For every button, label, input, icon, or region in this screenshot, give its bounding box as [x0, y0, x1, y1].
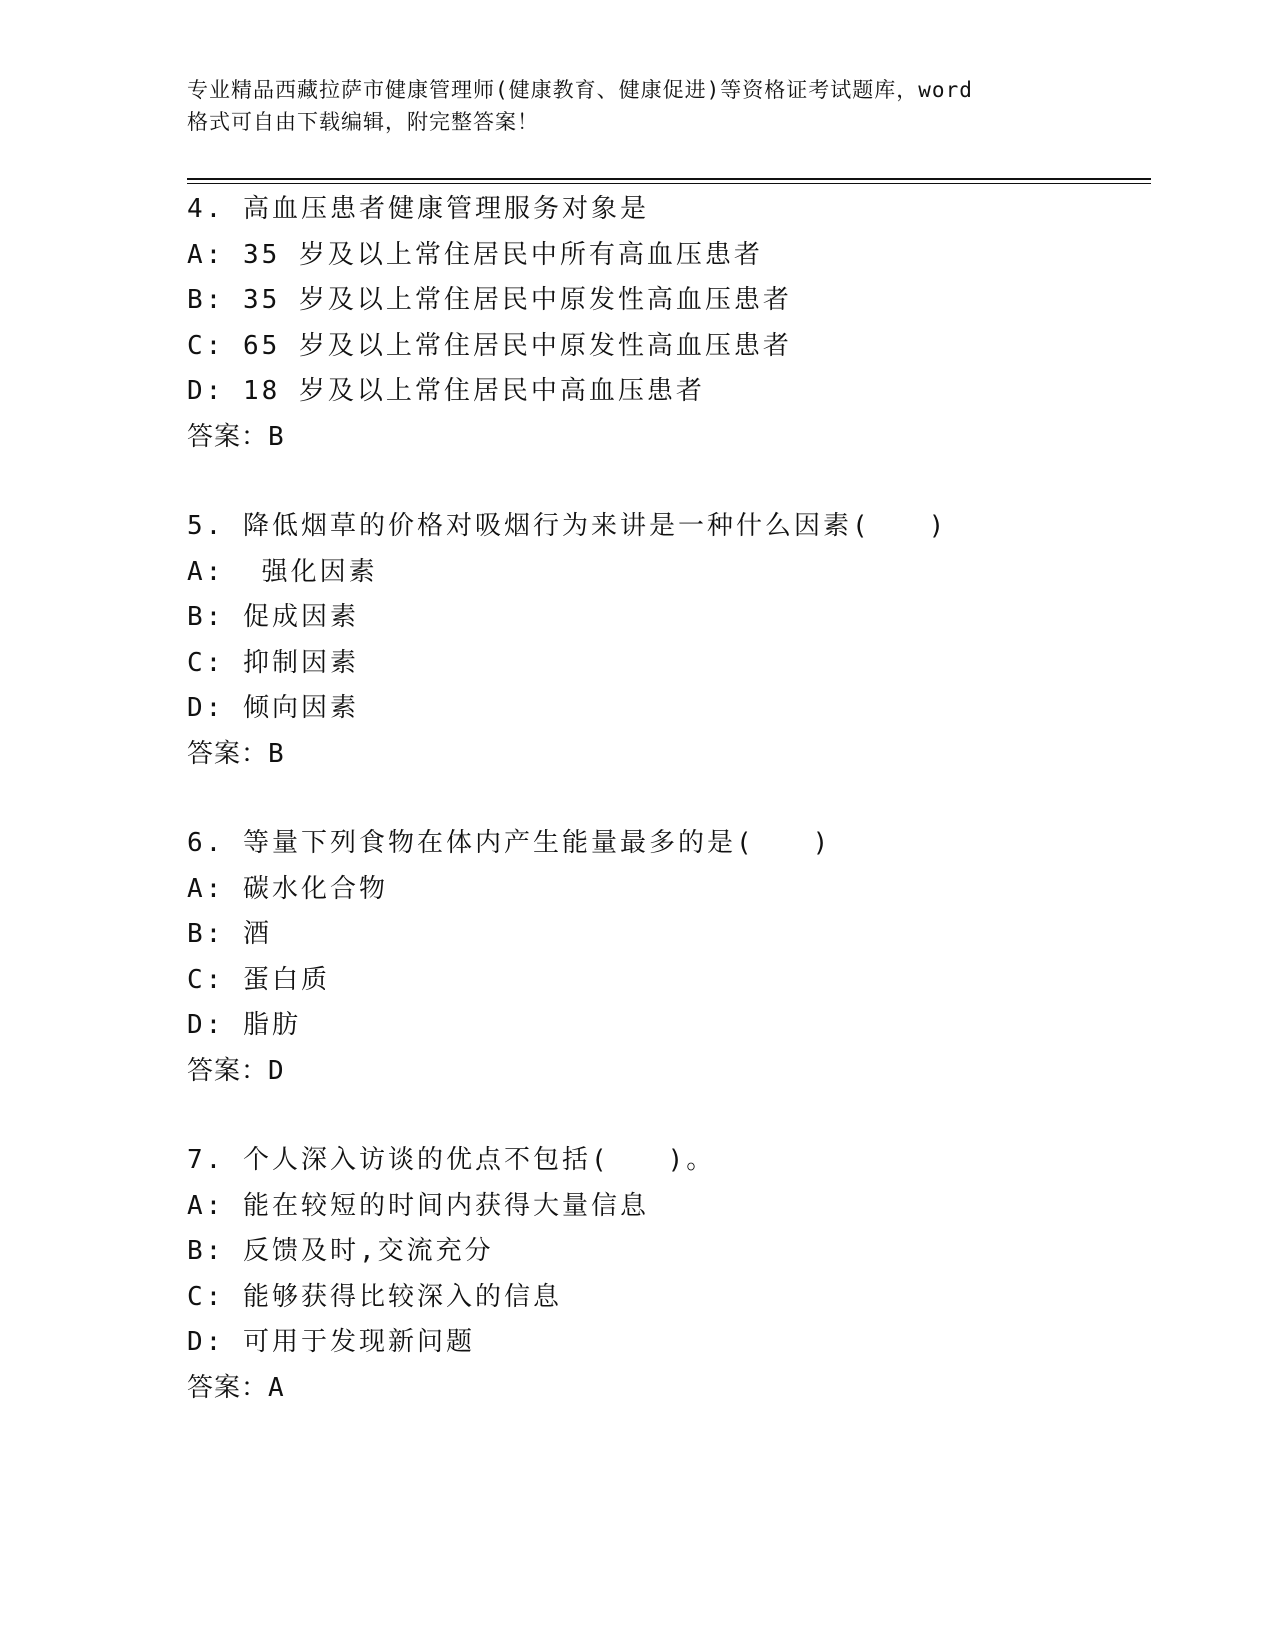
option-d: D: 脂肪: [187, 1010, 301, 1040]
option-d: D: 可用于发现新问题: [187, 1327, 475, 1357]
option-a: A: 35 岁及以上常住居民中所有高血压患者: [187, 239, 763, 270]
option-c: C: 能够获得比较深入的信息: [187, 1281, 562, 1312]
option-b: B: 促成因素: [187, 602, 359, 632]
question-4: [187, 187, 1151, 460]
answer: 答案：A: [187, 1372, 285, 1403]
option-b: B: 35 岁及以上常住居民中原发性高血压患者: [187, 285, 792, 315]
option-c: C: 蛋白质: [187, 964, 330, 995]
question-list: [187, 187, 1151, 1455]
option-d: D: 倾向因素: [187, 693, 359, 723]
option-a: A: 强化因素: [187, 556, 378, 587]
question-stem: 6. 等量下列食物在体内产生能量最多的是( ): [187, 828, 832, 858]
question-stem: 5. 降低烟草的价格对吸烟行为来讲是一种什么因素( ): [187, 511, 948, 541]
question-stem: 4. 高血压患者健康管理服务对象是: [187, 194, 649, 224]
header-divider-thin: [187, 183, 1151, 184]
document-header: [187, 74, 1067, 138]
question-6: [187, 821, 1151, 1094]
option-d: D: 18 岁及以上常住居民中高血压患者: [187, 376, 705, 406]
question-5: [187, 504, 1151, 777]
answer: 答案：D: [187, 1055, 285, 1086]
header-divider-thick: [187, 178, 1151, 180]
option-c: C: 抑制因素: [187, 647, 359, 678]
answer: 答案：B: [187, 421, 285, 452]
option-c: C: 65 岁及以上常住居民中原发性高血压患者: [187, 330, 792, 361]
answer: 答案：B: [187, 738, 285, 769]
option-a: A: 碳水化合物: [187, 873, 388, 904]
header-line-2: 格式可自由下载编辑，附完整答案！: [187, 110, 539, 134]
option-b: B: 反馈及时,交流充分: [187, 1236, 494, 1266]
option-b: B: 酒: [187, 919, 272, 949]
question-7: [187, 1138, 1151, 1411]
option-a: A: 能在较短的时间内获得大量信息: [187, 1190, 649, 1221]
question-stem: 7. 个人深入访谈的优点不包括( )。: [187, 1145, 716, 1175]
header-line-1: 专业精品西藏拉萨市健康管理师(健康教育、健康促进)等资格证考试题库，word: [187, 78, 973, 102]
